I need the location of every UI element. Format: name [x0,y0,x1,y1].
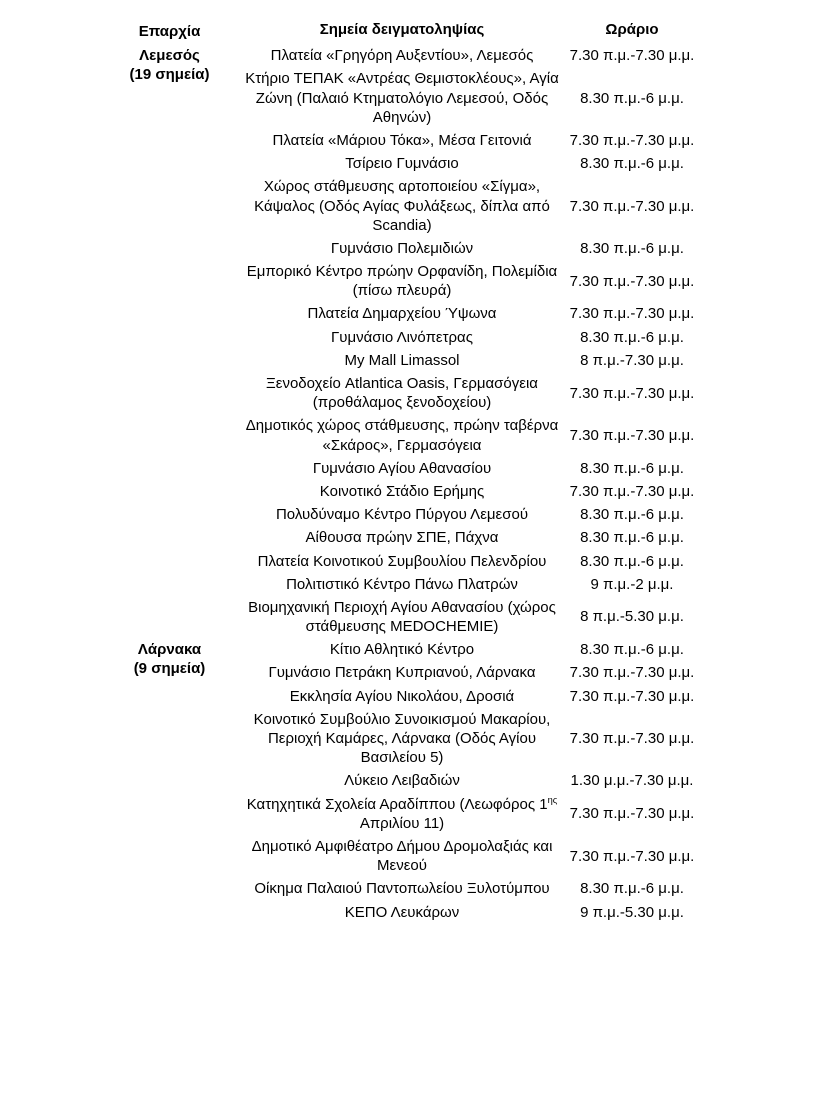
province-count: (9 σημεία) [133,660,206,678]
hours-cell: 8.30 π.μ.-6 μ.μ. [580,328,684,346]
sampling-point-cell: Γυμνάσιο Αγίου Αθανασίου [312,459,492,477]
table-row [236,573,703,596]
hours-cell: 9 π.μ.-2 μ.μ. [590,575,674,593]
table-row [236,835,703,877]
hours-cell: 1.30 μ.μ.-7.30 μ.μ. [570,772,694,790]
hours-cell: 8 π.μ.-5.30 μ.μ. [580,608,684,626]
table-row [236,503,703,526]
table-header-row [103,20,703,44]
sampling-point-cell: Κίτιο Αθλητικό Κέντρο [329,641,475,659]
sampling-point-cell: Κτήριο ΤΕΠΑΚ «Αντρέας Θεμιστοκλέους», Αγία Ζώνη (Παλαιό Κτηματολόγιο Λεμεσού, Οδός Αθηνών) [245,70,559,126]
column-header-province: Επαρχία [138,23,201,40]
sampling-point-cell: Πολυδύναμο Κέντρο Πύργου Λεμεσού [275,506,529,524]
hours-cell: 7.30 π.μ.-7.30 μ.μ. [569,805,695,823]
sampling-point-cell: Εμπορικό Κέντρο πρώην Ορφανίδη, Πολεμίδια (πίσω πλευρά) [246,263,558,300]
hours-cell: 7.30 π.μ.-7.30 μ.μ. [569,730,695,747]
sampling-point-cell: Τσίρειο Γυμνάσιο [345,155,459,173]
sampling-point-cell: Πλατεία Κοινοτικού Συμβουλίου Πελενδρίου [257,552,547,570]
table-row [236,44,703,67]
table-row [236,237,703,260]
sampling-point-cell: Κοινοτικό Συμβούλιο Συνοικισμού Μακαρίου, Περιοχή Καμάρες, Λάρνακα (Οδός Αγίου Βασιλείου 5) [253,710,551,767]
table-row [236,596,703,638]
hours-cell: 8.30 π.μ.-6 μ.μ. [580,529,684,547]
hours-cell: 7.30 π.μ.-7.30 μ.μ. [569,664,695,682]
province-count: (19 σημεία) [129,66,210,84]
sampling-point-cell: Γυμνάσιο Λινόπετρας [331,328,473,346]
hours-cell: 7.30 π.μ.-7.30 μ.μ. [569,384,695,402]
province-label [103,44,236,84]
table-row [236,685,703,708]
sampling-point-cell: ΚΕΠΟ Λευκάρων [344,903,460,921]
hours-cell: 8.30 π.μ.-6 μ.μ. [580,880,684,898]
table-row [236,67,703,129]
table-row [236,480,703,503]
sampling-point-cell: Χώρος στάθμευσης αρτοποιείου «Σίγμα», Κάψαλος (Οδός Αγίας Φυλάξεως, δίπλα από Scandia) [254,178,550,234]
province-section [103,44,703,638]
sampling-point-cell: Πλατεία «Γρηγόρη Αυξεντίου», Λεμεσός [270,47,534,65]
table-row [236,550,703,573]
sampling-point-cell: Κατηχητικά Σχολεία Αραδίππου (Λεωφόρος $1^{\eta\varsigma}$ Απριλίου 11) [246,794,558,832]
hours-cell: 8.30 π.μ.-6 μ.μ. [580,506,684,524]
sampling-point-cell: Βιομηχανική Περιοχή Αγίου Αθανασίου (χώρος στάθμευσης MEDOCHEMIE) [248,598,556,636]
table-row [236,260,703,302]
table-body [103,44,703,924]
table-row [236,175,703,237]
hours-cell: 7.30 π.μ.-7.30 μ.μ. [569,426,695,444]
hours-cell: 7.30 π.μ.-7.30 μ.μ. [569,847,695,865]
hours-cell: 8.30 π.μ.-6 μ.μ. [580,459,684,477]
hours-cell: 8.30 π.μ.-6 μ.μ. [580,155,684,173]
province-label [103,638,236,678]
table-row [236,638,703,661]
hours-cell: 7.30 π.μ.-7.30 μ.μ. [569,131,695,149]
table-row [236,901,703,924]
table-row [236,302,703,325]
hours-cell: 7.30 π.μ.-7.30 μ.μ. [569,687,695,705]
sampling-point-cell: Γυμνάσιο Πολεμιδιών [330,239,474,257]
sampling-point-cell: Γυμνάσιο Πετράκη Κυπριανού, Λάρνακα [268,664,536,682]
table-row [236,793,703,835]
province-name: Λεμεσός [139,47,200,65]
section-rows [236,638,703,923]
sampling-point-cell: Πλατεία «Μάριου Τόκα», Μέσα Γειτονιά [272,131,532,149]
table-row [236,349,703,372]
province-section [103,638,703,923]
sampling-point-cell: Οίκημα Παλαιού Παντοπωλείου Ξυλοτύμπου [254,880,550,898]
table-row [236,457,703,480]
sampling-point-cell: Δημοτικό Αμφιθέατρο Δήμου Δρομολαξιάς και Μενεού [251,837,553,875]
table-row [236,661,703,684]
hours-cell: 7.30 π.μ.-7.30 μ.μ. [569,272,695,290]
hours-cell: 7.30 π.μ.-7.30 μ.μ. [569,482,695,500]
sampling-point-cell: Λύκειο Λειβαδιών [344,772,460,790]
table-row [236,526,703,549]
sampling-point-cell: Πολιτιστικό Κέντρο Πάνω Πλατρών [286,575,518,593]
hours-cell: 8.30 π.μ.-6 μ.μ. [580,552,684,570]
sampling-point-cell: Ξενοδοχείο Atlantica Oasis, Γερμασόγεια (προθάλαμος ξενοδοχείου) [266,375,538,412]
table-row [236,372,703,414]
table-row [236,708,703,770]
section-rows [236,44,703,638]
table-row [236,414,703,456]
hours-cell: 7.30 π.μ.-7.30 μ.μ. [569,305,695,323]
hours-cell: 7.30 π.μ.-7.30 μ.μ. [569,197,695,215]
sampling-point-cell: My Mall Limassol [344,351,460,369]
table-row [236,152,703,175]
sampling-point-cell: Πλατεία Δημαρχείου Ύψωνα [307,305,497,323]
superscript-text: ης [547,794,558,805]
hours-cell: 9 π.μ.-5.30 μ.μ. [580,903,684,921]
sampling-point-cell: Δημοτικός χώρος στάθμευσης, πρώην ταβέρνα «Σκάρος», Γερμασόγεια [245,417,559,454]
table-row [236,877,703,900]
hours-cell: 7.30 π.μ.-7.30 μ.μ. [569,47,695,65]
hours-cell: 8.30 π.μ.-6 μ.μ. [580,641,684,659]
hours-cell: 8 π.μ.-7.30 μ.μ. [580,351,684,369]
sampling-point-cell: Εκκλησία Αγίου Νικολάου, Δροσιά [289,687,515,705]
province-name: Λάρνακα [137,641,202,659]
column-header-hours: Ωράριο [605,21,659,38]
sampling-point-cell: Αίθουσα πρώην ΣΠΕ, Πάχνα [305,529,499,547]
column-header-sampling-points: Σημεία δειγματοληψίας [319,21,485,38]
table-row [236,769,703,792]
hours-cell: 8.30 π.μ.-6 μ.μ. [580,89,684,107]
hours-cell: 8.30 π.μ.-6 μ.μ. [580,239,684,257]
sampling-point-cell: Κοινοτικό Στάδιο Ερήμης [319,482,485,500]
table-row [236,326,703,349]
table-row [236,129,703,152]
